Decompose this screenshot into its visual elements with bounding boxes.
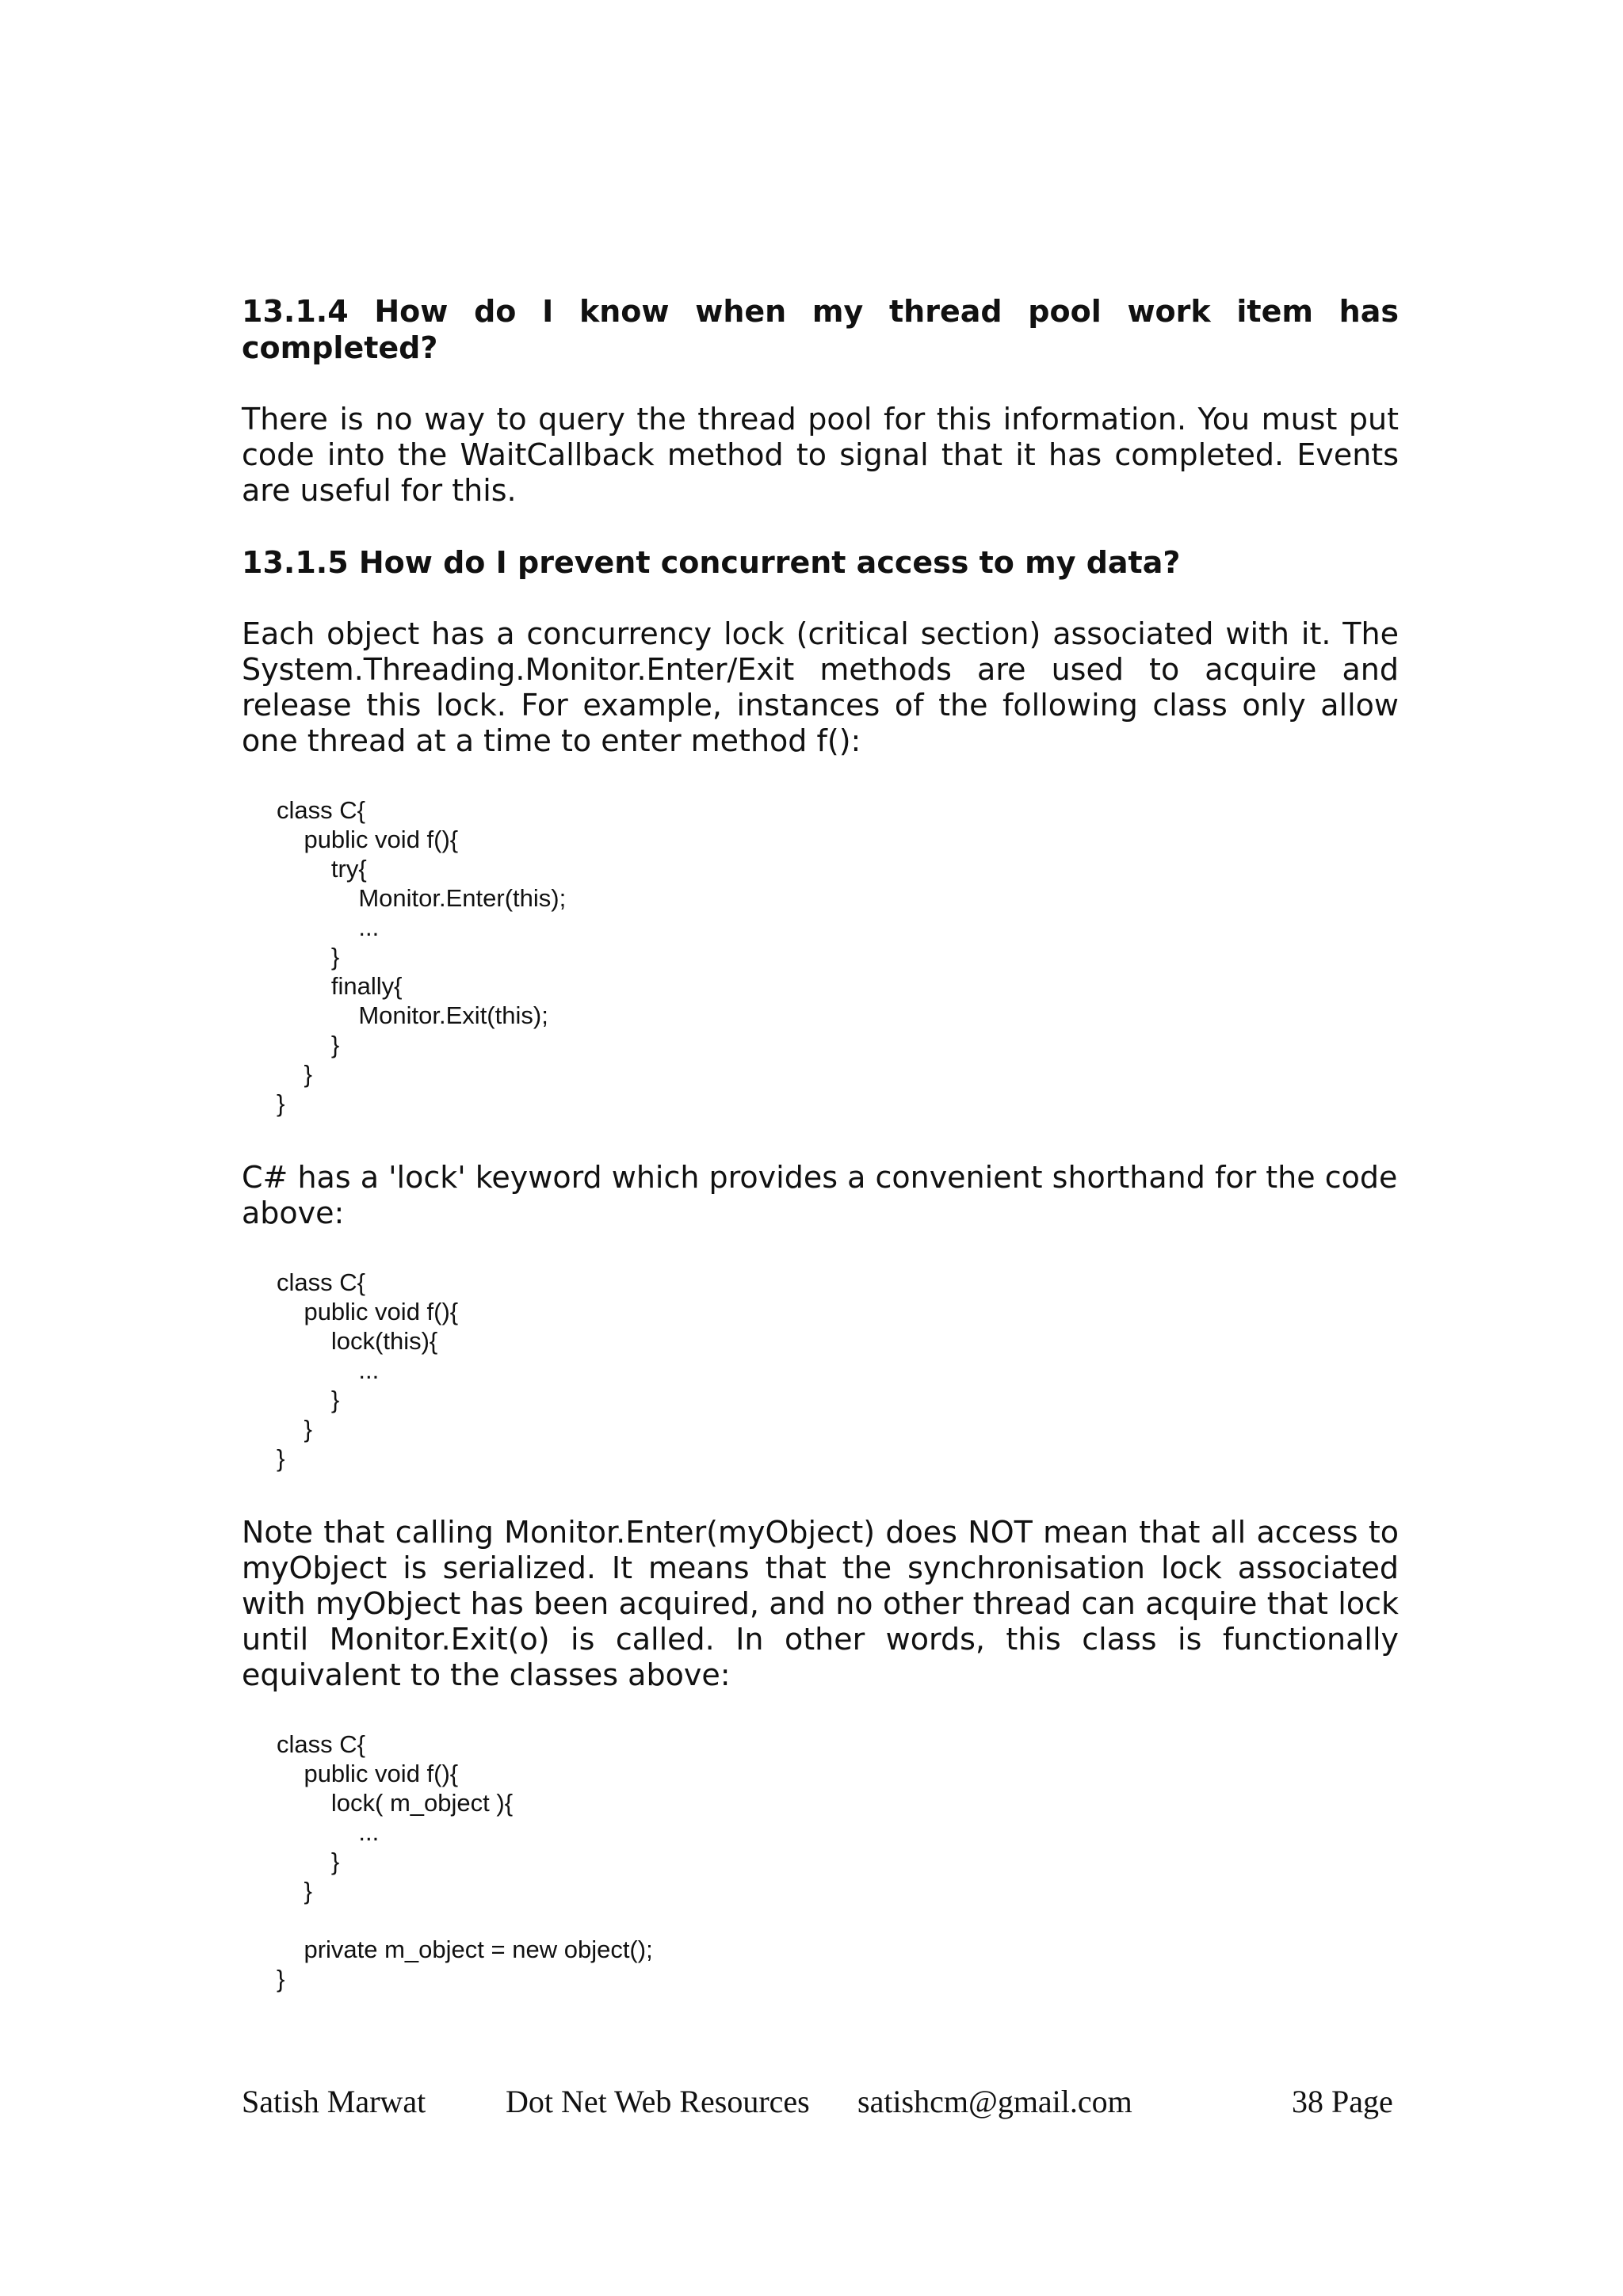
section-heading-13-1-4: 13.1.4 How do I know when my thread pool work item has completed? <box>242 294 1399 365</box>
footer-author: Satish Marwat <box>242 2084 426 2119</box>
footer-title: Dot Net Web Resources <box>506 2084 810 2119</box>
footer-page-number: 38 Page <box>1292 2084 1393 2119</box>
footer-email: satishcm@gmail.com <box>857 2084 1132 2119</box>
page-content <box>242 293 1399 1993</box>
code-block-lock-object: class C{ public void f(){ lock( m_object ){ ... } } private m_object = new object(); } <box>277 1730 653 1993</box>
code-block-monitor: class C{ public void f(){ try{ Monitor.Enter(this); ... } finally{ Monitor.Exit(this); } } } <box>277 796 567 1117</box>
paragraph-lock-keyword: C# has a 'lock' keyword which provides a convenient shorthand for the code above: <box>242 1160 1398 1230</box>
code-block-lock-this: class C{ public void f(){ lock(this){ ... } } } <box>277 1268 459 1472</box>
paragraph-thread-pool-completion: There is no way to query the thread pool for this information. You must put code into the WaitCallback method to signal that it has completed. Events are useful for this. <box>242 402 1399 508</box>
paragraph-concurrency-lock: Each object has a concurrency lock (critical section) associated with it. The System.Threading.Monitor.Enter/Exit methods are used to acquire and release this lock. For example, instances of the following class only allow one thread at a time to enter method f(): <box>242 616 1399 758</box>
paragraph-monitor-note: Note that calling Monitor.Enter(myObject) does NOT mean that all access to myObject is serialized. It means that the synchronisation lock associated with myObject has been acquired, and no other thread can acquire that lock until Monitor.Exit(o) is called. In other words, this class is functionally equivalent to the classes above: <box>242 1515 1399 1692</box>
section-heading-13-1-5: 13.1.5 How do I prevent concurrent access to my data? <box>242 545 1181 580</box>
